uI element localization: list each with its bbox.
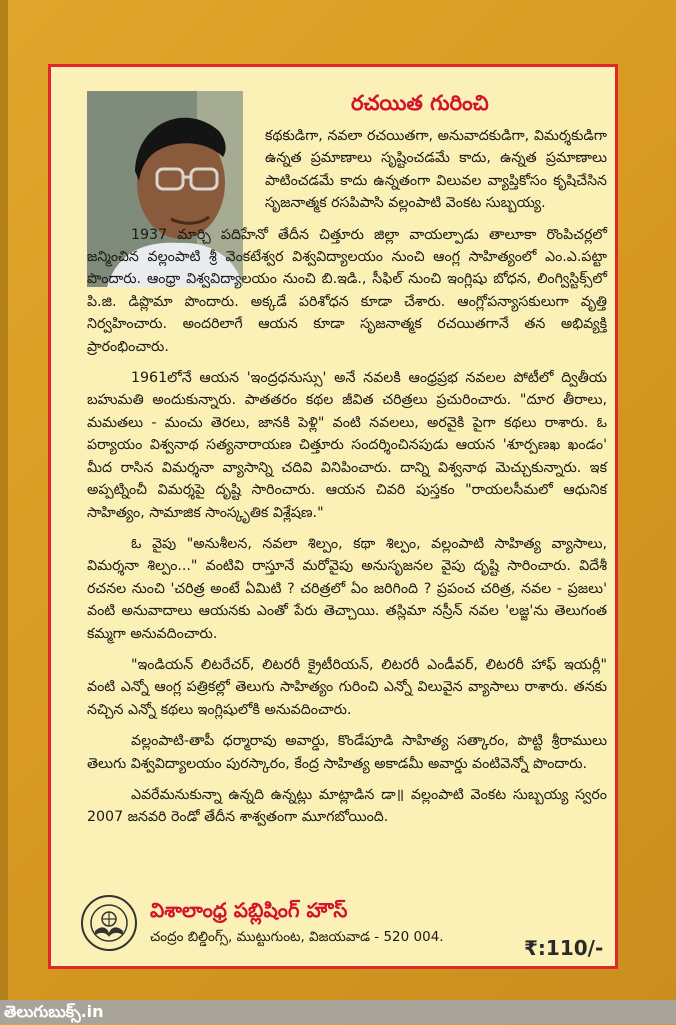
back-cover-panel: [48, 64, 618, 969]
publisher-logo-icon: [81, 895, 137, 951]
publisher-address: చంద్రం బిల్డింగ్స్, ముట్టుగుంట, విజయవాడ - 520 004.: [150, 929, 444, 945]
bio-paragraph-5: "ఇండియన్ లిటరేచర్, లిటరరీ క్రైటీరియన్, లిటరరీ ఎండీవర్, లిటరరీ హాఫ్ ఇయర్లీ" వంటి ఎన్నో ఆంగ్ల పత్రికల్లో తెలుగు సాహిత్యం గురించి ఎన్నో విలువైన వ్యాసాలు రాశారు. తనకు నచ్చిన ఎన్నో కథలు ఇంగ్లిషులోకి అనువదించారు.: [87, 656, 607, 718]
site-watermark: తెలుగుబుక్స్.in: [4, 1002, 104, 1021]
bio-paragraph-4: ఓ వైపు "అనుశీలన, నవలా శిల్పం, కథా శిల్పం, వల్లంపాటి సాహిత్య వ్యాసాలు, విమర్శనా శిల్పం..." వంటివి రాస్తూనే మరోవైపు అనుసృజనల వైపు దృష్టి సారించారు. విదేశీ రచనల నుంచి 'చరిత్ర అంటే ఏమిటి ? చరిత్రలో ఏం జరిగింది ? ప్రపంచ చరిత్ర, నవల - ప్రజలు' వంటి అనువాదాలు ఆయనకు ఎంతో పేరు తెచ్చాయి. తస్లిమా నస్రీన్ నవల 'లజ్జ'ను తెలుగంత కమ్మగా అనువదించారు.: [87, 535, 607, 642]
author-bio: [87, 125, 607, 838]
bio-paragraph-6: వల్లంపాటి-తాపీ ధర్మారావు అవార్డు, కొండేపూడి సాహిత్య సత్కారం, పొట్టి శ్రీరాములు తెలుగు విశ్వవిద్యాలయం పురస్కారం, కేంద్ర సాహిత్య అకాడమీ అవార్డు వంటివెన్నో పొందారు.: [87, 733, 607, 772]
bio-paragraph-3: 1961లోనే ఆయన 'ఇంద్రధనుస్సు' అనే నవలకి ఆంధ్రప్రభ నవలల పోటీలో ద్వితీయ బహుమతి అందుకున్నారు. పాతతరం కథల జీవిత చరిత్రలు ప్రచురించారు. "దూర తీరాలు, మమతలు - మంచు తెరలు, జానకి పెళ్లి" వంటి నవలలు, అరవైకి పైగా కథలు రాశారు. ఓ పర్యాయం విశ్వనాథ సత్యనారాయణ చిత్తూరు సందర్శించినపుడు ఆయన 'శూర్పణఖ ఖండం' మీద రాసిన విమర్శనా వ్యాసాన్ని చదివి వినిపించారు. దాన్ని విశ్వనాథ మెచ్చుకున్నారు. ఇక అప్పట్నించీ విమర్శపై దృష్టి సారించారు. ఆయన చివరి పుస్తకం "రాయలసీమలో ఆధునిక సాహిత్యం, సామాజిక సాంస్కృతిక విశ్లేషణ.": [87, 370, 607, 521]
bio-paragraph-7: ఎవరేమనుకున్నా ఉన్నది ఉన్నట్లు మాట్లాడిన డా॥ వల్లంపాటి వెంకట సుబ్బయ్య స్వరం 2007 జనవరి రెండో తేదీన శాశ్వతంగా మూగబోయింది.: [87, 786, 607, 826]
book-price: ₹:110/-: [524, 936, 604, 960]
bio-paragraph-1: కథకుడిగా, నవలా రచయితగా, అనువాదకుడిగా, విమర్శకుడిగా ఉన్నత ప్రమాణాలు సృష్టించడమే కాదు, ఉన్నత ప్రమాణాలు పాటించడమే కాదు ఉన్నతంగా విలువల వ్యాప్తికోసం కృషిచేసిన సృజనాత్మక రసపిపాసి వల్లంపాటి వెంకట సుబ్బయ్య.: [265, 128, 607, 212]
bio-paragraph-2: 1937 మార్చి పదిహేనో తేదీన చిత్తూరు జిల్లా వాయల్పాడు తాలూకా రొంపిచర్లలో జన్మించిన వల్లంపాటి శ్రీ వెంకటేశ్వర విశ్వవిద్యాలయం నుంచి ఆంగ్ల సాహిత్యంలో ఎం.ఎ.పట్టా పొందారు. ఆంధ్రా విశ్వవిద్యాలయం నుంచి బి.ఇడి., సీఫిల్ నుంచి ఇంగ్లిషు బోధన, లింగ్విస్టిక్స్‌లో పి.జి. డిప్లొమా పొందారు. అక్కడే పరిశోధన కూడా చేశారు. ఆంగ్లోపన్యాసకులుగా వృత్తి నిర్వహించారు. అందరిలాగే ఆయన కూడా సృజనాత్మక రచయితగానే తన అభివ్యక్తి ప్రారంభించారు.: [87, 226, 607, 355]
cover-spine-edge: [0, 0, 8, 1024]
section-title: రచయిత గురించి: [351, 91, 489, 115]
publisher-name: విశాలాంధ్ర పబ్లిషింగ్ హౌస్: [150, 898, 348, 922]
